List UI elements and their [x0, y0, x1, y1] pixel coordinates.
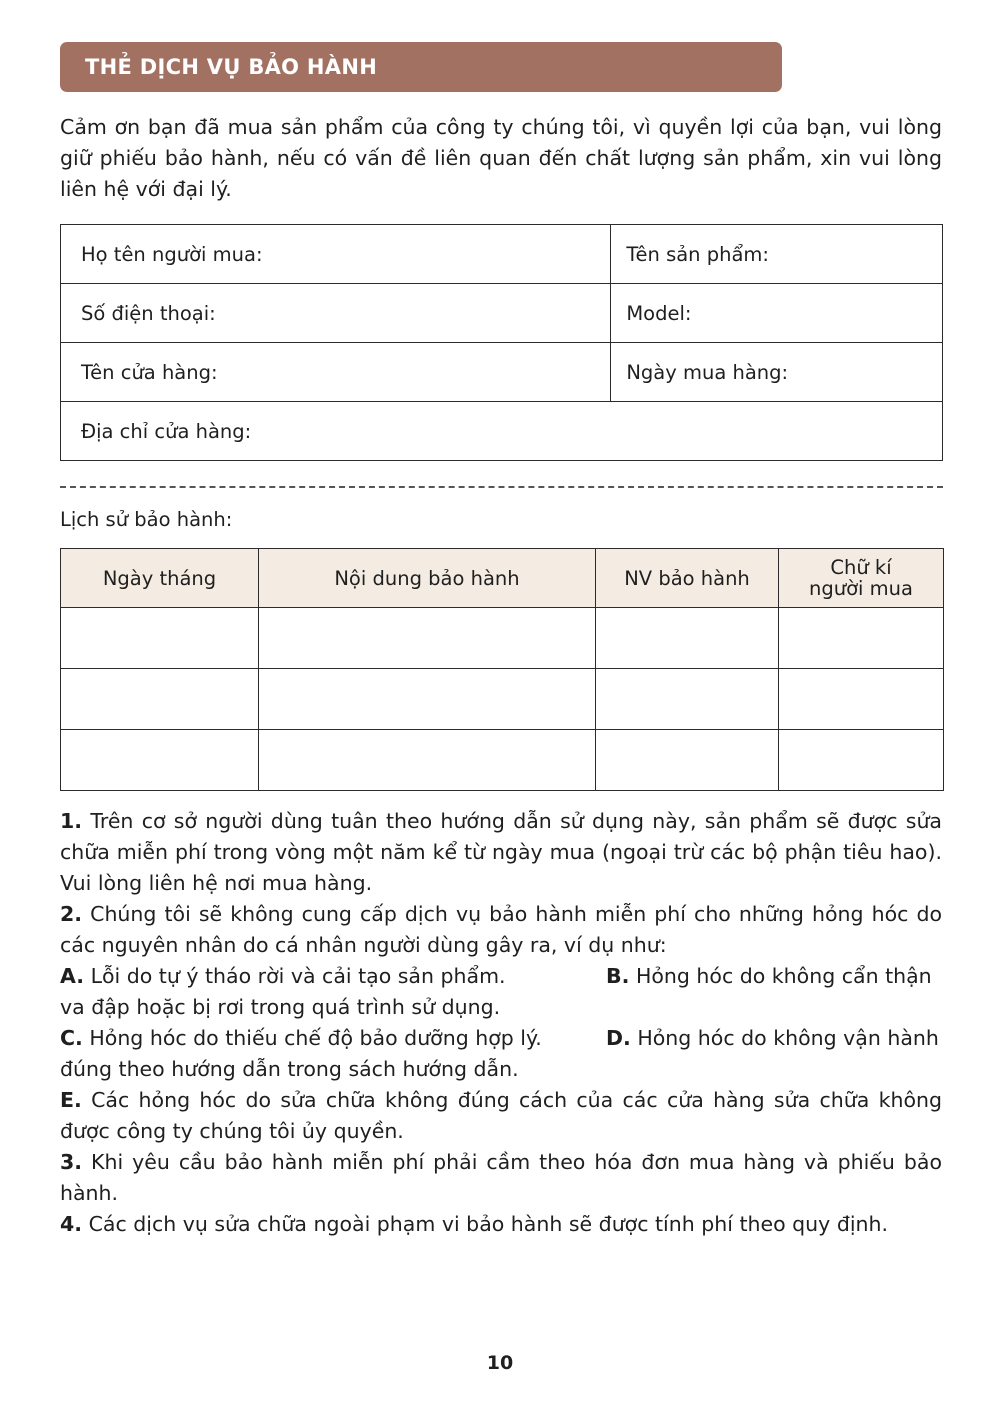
table-row — [61, 608, 944, 669]
item-label: C. — [60, 1026, 83, 1050]
term-number: 2. — [60, 902, 83, 926]
item-text: Các hỏng hóc do sửa chữa không đúng cách của các cửa hàng sửa chữa không được công ty chúng tôi ủy quyền. — [60, 1088, 942, 1143]
item-text: Hỏng hóc do không cẩn thận — [629, 964, 932, 988]
buyer-name-field[interactable]: Họ tên người mua: — [61, 225, 611, 284]
customer-info-table — [60, 224, 943, 461]
page-number: 10 — [486, 1352, 514, 1374]
model-field[interactable]: Model: — [611, 284, 943, 343]
table-row — [61, 402, 943, 461]
store-name-field[interactable]: Tên cửa hàng: — [61, 343, 611, 402]
table-row — [61, 669, 944, 730]
store-address-field[interactable]: Địa chỉ cửa hàng: — [61, 402, 943, 461]
table-cell[interactable] — [779, 669, 944, 730]
warranty-history-label: Lịch sử bảo hành: — [60, 508, 233, 531]
item-text: Hỏng hóc do không vận hành — [630, 1026, 939, 1050]
item-text: Lỗi do tự ý tháo rời và cải tạo sản phẩm. — [84, 964, 506, 988]
term-d-continued: đúng theo hướng dẫn trong sách hướng dẫn. — [60, 1057, 519, 1081]
item-text: Hỏng hóc do thiếu chế độ bảo dưỡng hợp lý. — [82, 1026, 542, 1050]
term-e — [60, 1085, 942, 1147]
term-number: 1. — [60, 809, 83, 833]
table-row — [61, 225, 943, 284]
term-number: 3. — [60, 1150, 83, 1174]
item-label: A. — [60, 964, 85, 988]
term-cd — [60, 1023, 942, 1054]
item-label: B. — [606, 964, 630, 988]
column-header-signature: Chữ kí người mua — [779, 549, 944, 608]
term-4 — [60, 1209, 942, 1240]
column-header-staff: NV bảo hành — [596, 549, 779, 608]
term-ab — [60, 961, 942, 992]
table-row — [61, 343, 943, 402]
table-header-row — [61, 549, 944, 608]
table-cell[interactable] — [596, 608, 779, 669]
column-header-date: Ngày tháng — [61, 549, 259, 608]
item-label: E. — [60, 1088, 82, 1112]
warranty-history-table — [60, 548, 944, 791]
item-label: D. — [606, 1026, 631, 1050]
table-cell[interactable] — [61, 608, 259, 669]
table-cell[interactable] — [779, 730, 944, 791]
phone-field[interactable]: Số điện thoại: — [61, 284, 611, 343]
warranty-terms — [60, 806, 942, 1240]
intro-paragraph: Cảm ơn bạn đã mua sản phẩm của công ty chúng tôi, vì quyền lợi của bạn, vui lòng giữ phiếu bảo hành, nếu có vấn đề liên quan đến chất lượng sản phẩm, xin vui lòng liên hệ với đại lý. — [60, 115, 942, 201]
term-text: Khi yêu cầu bảo hành miễn phí phải cầm theo hóa đơn mua hàng và phiếu bảo hành. — [60, 1150, 942, 1205]
table-cell[interactable] — [259, 669, 596, 730]
term-b-continued: va đập hoặc bị rơi trong quá trình sử dụng. — [60, 995, 501, 1019]
table-row — [61, 730, 944, 791]
table-cell[interactable] — [596, 730, 779, 791]
term-3 — [60, 1147, 942, 1209]
cut-line-divider — [60, 486, 943, 488]
product-name-field[interactable]: Tên sản phẩm: — [611, 225, 943, 284]
term-text: Các dịch vụ sửa chữa ngoài phạm vi bảo hành sẽ được tính phí theo quy định. — [82, 1212, 889, 1236]
table-cell[interactable] — [61, 669, 259, 730]
table-cell[interactable] — [61, 730, 259, 791]
table-cell[interactable] — [259, 730, 596, 791]
page-title: THẺ DỊCH VỤ BẢO HÀNH — [85, 55, 378, 79]
table-cell[interactable] — [596, 669, 779, 730]
table-cell[interactable] — [779, 608, 944, 669]
table-cell[interactable] — [259, 608, 596, 669]
term-text: Chúng tôi sẽ không cung cấp dịch vụ bảo hành miễn phí cho những hỏng hóc do các nguyên nhân do cá nhân người dùng gây ra, ví dụ như: — [60, 902, 942, 957]
term-text: Trên cơ sở người dùng tuân theo hướng dẫn sử dụng này, sản phẩm sẽ được sửa chữa miễn phí trong vòng một năm kể từ ngày mua (ngoại trừ các bộ phận tiêu hao). Vui lòng liên hệ nơi mua hàng. — [60, 809, 942, 895]
term-2 — [60, 899, 942, 961]
term-1 — [60, 806, 942, 899]
table-row — [61, 284, 943, 343]
term-number: 4. — [60, 1212, 83, 1236]
title-banner — [60, 42, 782, 92]
column-header-content: Nội dung bảo hành — [259, 549, 596, 608]
purchase-date-field[interactable]: Ngày mua hàng: — [611, 343, 943, 402]
